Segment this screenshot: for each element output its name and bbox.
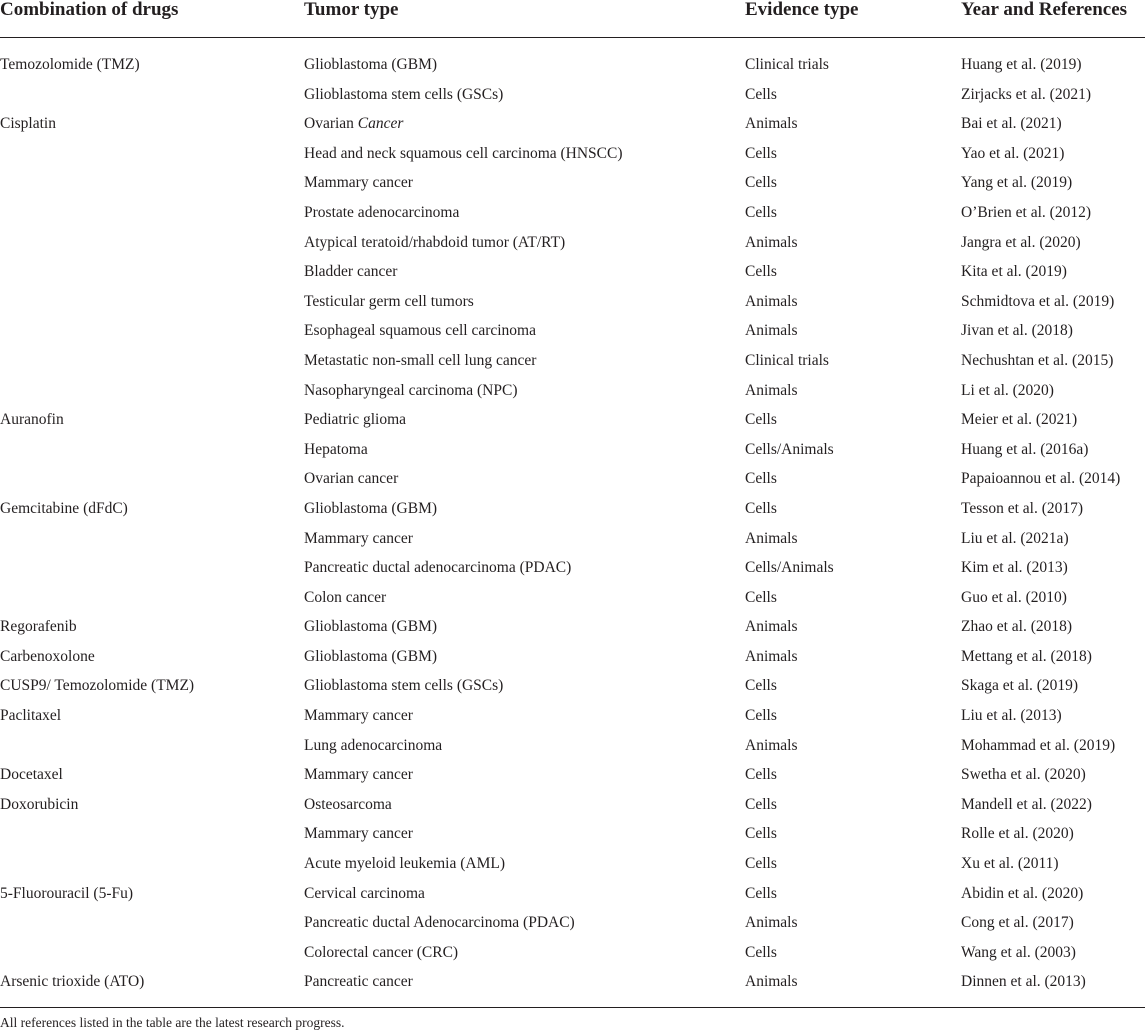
cell-evidence-type: Cells <box>745 470 777 488</box>
cell-drug <box>0 524 304 554</box>
cell-reference: Dinnen et al. (2013) <box>961 967 1145 1007</box>
table-row <box>0 316 1145 346</box>
cell-drug: Auranofin <box>0 411 64 429</box>
cell-evidence-type: Animals <box>745 618 798 636</box>
cell-reference: Jangra et al. (2020) <box>961 233 1081 251</box>
cell-evidence-type: Cells <box>745 499 777 517</box>
cell-drug <box>0 257 304 287</box>
cell-reference: Liu et al. (2013) <box>961 707 1062 725</box>
table-footnote: All references listed in the table are the latest research progress. <box>0 1015 345 1030</box>
cell-tumor-type: Glioblastoma (GBM) <box>304 647 438 665</box>
cell-tumor-type: Mammary cancer <box>304 529 413 547</box>
table-row <box>0 908 1145 938</box>
cell-reference: Zhao et al. (2018) <box>961 618 1073 636</box>
table-row <box>0 819 1145 849</box>
table-row <box>0 38 1145 80</box>
cell-evidence-type: Cells <box>745 411 777 429</box>
cell-evidence-type: Cells <box>745 588 777 606</box>
table-row <box>0 524 1145 554</box>
table-row <box>0 109 1145 139</box>
cell-drug: Paclitaxel <box>0 707 62 725</box>
cell-tumor-type: Glioblastoma (GBM) <box>304 618 438 636</box>
cell-drug: Arsenic trioxide (ATO) <box>0 967 304 1007</box>
cell-tumor-type: Atypical teratoid/rhabdoid tumor (AT/RT) <box>304 233 566 251</box>
cell-reference: Kita et al. (2019) <box>961 263 1067 281</box>
cell-tumor-type: Mammary cancer <box>304 825 413 843</box>
cell-tumor-type: Glioblastoma stem cells (GSCs) <box>304 85 504 103</box>
cell-evidence-type: Cells <box>745 677 777 695</box>
cell-reference: Bai et al. (2021) <box>961 115 1062 133</box>
cell-reference: Schmidtova et al. (2019) <box>961 292 1115 310</box>
cell-reference: Huang et al. (2016a) <box>961 440 1089 458</box>
cell-tumor-type: Prostate adenocarcinoma <box>304 203 460 221</box>
cell-drug <box>0 849 304 879</box>
cell-drug <box>0 553 304 583</box>
table-row <box>0 967 1145 1007</box>
cell-drug <box>0 287 304 317</box>
cell-evidence-type: Cells <box>745 766 777 784</box>
cell-reference: Mohammad et al. (2019) <box>961 736 1116 754</box>
table-row <box>0 760 1145 790</box>
cell-tumor-type: Bladder cancer <box>304 263 398 281</box>
cell-tumor-type: Mammary cancer <box>304 707 413 725</box>
cell-tumor-type: Esophageal squamous cell carcinoma <box>304 322 536 340</box>
table-row <box>0 228 1145 258</box>
header-year-and-references: Year and References <box>961 0 1145 38</box>
table-row <box>0 612 1145 642</box>
cell-evidence-type: Cells <box>745 884 777 902</box>
cell-drug: Cisplatin <box>0 115 56 133</box>
cell-reference: Guo et al. (2010) <box>961 588 1067 606</box>
cell-evidence-type: Animals <box>745 914 798 932</box>
table-row <box>0 376 1145 406</box>
cell-drug: Temozolomide (TMZ) <box>0 56 140 73</box>
cell-tumor-type: Ovarian cancer <box>304 470 399 488</box>
cell-tumor-type: Colorectal cancer (CRC) <box>304 943 459 961</box>
cell-reference: Swetha et al. (2020) <box>961 766 1086 784</box>
cell-evidence-type: Animals <box>745 967 961 1007</box>
cell-evidence-type: Cells <box>745 707 777 725</box>
cell-drug <box>0 819 304 849</box>
cell-reference: Zirjacks et al. (2021) <box>961 85 1091 103</box>
cell-evidence-type: Cells/Animals <box>745 440 834 458</box>
cell-evidence-type: Animals <box>745 381 798 399</box>
cell-reference: Huang et al. (2019) <box>961 56 1082 73</box>
cell-reference: Abidin et al. (2020) <box>961 884 1084 902</box>
cell-evidence-type: Animals <box>745 529 798 547</box>
header-combination-of-drugs: Combination of drugs <box>0 0 304 38</box>
cell-evidence-type: Cells <box>745 795 777 813</box>
cell-evidence-type: Animals <box>745 736 798 754</box>
cell-drug <box>0 938 304 968</box>
cell-tumor-type: Head and neck squamous cell carcinoma (HNSCC) <box>304 144 623 162</box>
cell-drug <box>0 583 304 613</box>
cell-drug <box>0 435 304 465</box>
cell-reference: Mandell et al. (2022) <box>961 795 1092 813</box>
cell-reference: Wang et al. (2003) <box>961 943 1076 961</box>
table-body <box>0 38 1145 1008</box>
cell-drug <box>0 80 304 110</box>
cell-evidence-type: Cells <box>745 825 777 843</box>
table-row <box>0 287 1145 317</box>
table-row <box>0 731 1145 761</box>
cell-drug: Regorafenib <box>0 618 77 636</box>
cell-drug <box>0 316 304 346</box>
cell-tumor-type: Nasopharyngeal carcinoma (NPC) <box>304 381 518 399</box>
cell-tumor-type: Testicular germ cell tumors <box>304 292 474 310</box>
table-row <box>0 257 1145 287</box>
cell-drug <box>0 198 304 228</box>
cell-evidence-type: Cells <box>745 85 777 103</box>
cell-reference: Meier et al. (2021) <box>961 411 1078 429</box>
header-tumor-type: Tumor type <box>304 0 745 38</box>
table-row <box>0 346 1145 376</box>
cell-reference: Yao et al. (2021) <box>961 144 1065 162</box>
cell-evidence-type: Cells <box>745 263 777 281</box>
table-row <box>0 849 1145 879</box>
cell-reference: Kim et al. (2013) <box>961 559 1068 577</box>
cell-reference: Skaga et al. (2019) <box>961 677 1079 695</box>
cell-tumor-type: Glioblastoma (GBM) <box>304 499 438 517</box>
table-row <box>0 435 1145 465</box>
cell-tumor-type: Glioblastoma stem cells (GSCs) <box>304 677 504 695</box>
table-row <box>0 139 1145 169</box>
header-evidence-type: Evidence type <box>745 0 961 38</box>
cell-reference: Cong et al. (2017) <box>961 914 1074 932</box>
table-row <box>0 553 1145 583</box>
cell-evidence-type: Cells <box>745 203 777 221</box>
cell-drug: 5-Fluorouracil (5-Fu) <box>0 884 134 902</box>
table-row <box>0 405 1145 435</box>
cell-drug: Docetaxel <box>0 766 63 784</box>
cell-reference: Li et al. (2020) <box>961 381 1054 399</box>
table-header <box>0 0 1145 38</box>
cell-evidence-type: Cells <box>745 943 777 961</box>
table-row <box>0 790 1145 820</box>
cell-tumor-type: Acute myeloid leukemia (AML) <box>304 855 506 873</box>
cell-evidence-type: Cells <box>745 174 777 192</box>
cell-evidence-type: Cells <box>745 855 777 873</box>
cell-drug <box>0 228 304 258</box>
cell-reference: Rolle et al. (2020) <box>961 825 1074 843</box>
table-row <box>0 494 1145 524</box>
cell-drug <box>0 908 304 938</box>
cell-evidence-type: Clinical trials <box>745 351 829 369</box>
cell-tumor-type: Hepatoma <box>304 440 368 458</box>
cell-drug <box>0 731 304 761</box>
table-row <box>0 701 1145 731</box>
table-row <box>0 642 1145 672</box>
cell-drug <box>0 464 304 494</box>
cell-drug <box>0 139 304 169</box>
cell-tumor-type: Glioblastoma (GBM) <box>304 56 438 73</box>
cell-tumor-type: Pancreatic ductal Adenocarcinoma (PDAC) <box>304 914 575 932</box>
cell-evidence-type: Animals <box>745 292 798 310</box>
cell-reference: Papaioannou et al. (2014) <box>961 470 1121 488</box>
table-row <box>0 879 1145 909</box>
table-row <box>0 671 1145 701</box>
table-row <box>0 464 1145 494</box>
header-row <box>0 0 1145 38</box>
cell-evidence-type: Cells/Animals <box>745 559 834 577</box>
cell-reference: Yang et al. (2019) <box>961 174 1073 192</box>
table-row <box>0 583 1145 613</box>
cell-drug <box>0 346 304 376</box>
cell-tumor-type <box>304 109 745 139</box>
cell-tumor-type: Lung adenocarcinoma <box>304 736 443 754</box>
cell-drug <box>0 168 304 198</box>
cell-drug: Doxorubicin <box>0 795 79 813</box>
table-row <box>0 198 1145 228</box>
cell-tumor-type: Cervical carcinoma <box>304 884 425 902</box>
cell-evidence-type: Animals <box>745 647 798 665</box>
cell-evidence-type: Clinical trials <box>745 56 829 73</box>
cell-drug <box>0 376 304 406</box>
cell-evidence-type: Animals <box>745 322 798 340</box>
cell-reference: Mettang et al. (2018) <box>961 647 1092 665</box>
cell-tumor-type: Mammary cancer <box>304 766 413 784</box>
cell-drug: Carbenoxolone <box>0 647 95 665</box>
cell-drug: Gemcitabine (dFdC) <box>0 499 128 517</box>
cell-evidence-type: Animals <box>745 115 798 133</box>
cell-drug: CUSP9/ Temozolomide (TMZ) <box>0 677 195 695</box>
cell-tumor-type: Mammary cancer <box>304 174 413 192</box>
cell-reference: Tesson et al. (2017) <box>961 499 1084 517</box>
cell-reference: O’Brien et al. (2012) <box>961 203 1091 221</box>
cell-reference: Liu et al. (2021a) <box>961 529 1069 547</box>
cell-reference: Xu et al. (2011) <box>961 855 1059 873</box>
cell-tumor-type: Pediatric glioma <box>304 411 407 429</box>
cell-tumor-type: Pancreatic ductal adenocarcinoma (PDAC) <box>304 559 572 577</box>
table-row <box>0 80 1145 110</box>
cell-evidence-type: Animals <box>745 233 798 251</box>
cell-tumor-type: Pancreatic cancer <box>304 967 745 1007</box>
table-row <box>0 938 1145 968</box>
cell-reference: Jivan et al. (2018) <box>961 322 1073 340</box>
cell-tumor-type: Colon cancer <box>304 588 387 606</box>
table-row <box>0 168 1145 198</box>
cell-tumor-type-italic: Cancer <box>357 115 404 133</box>
cell-tumor-type-text: Ovarian <box>304 115 358 133</box>
cell-tumor-type: Osteosarcoma <box>304 795 392 813</box>
cell-tumor-type: Metastatic non-small cell lung cancer <box>304 351 537 369</box>
cell-reference: Nechushtan et al. (2015) <box>961 351 1114 369</box>
cell-evidence-type: Cells <box>745 144 777 162</box>
